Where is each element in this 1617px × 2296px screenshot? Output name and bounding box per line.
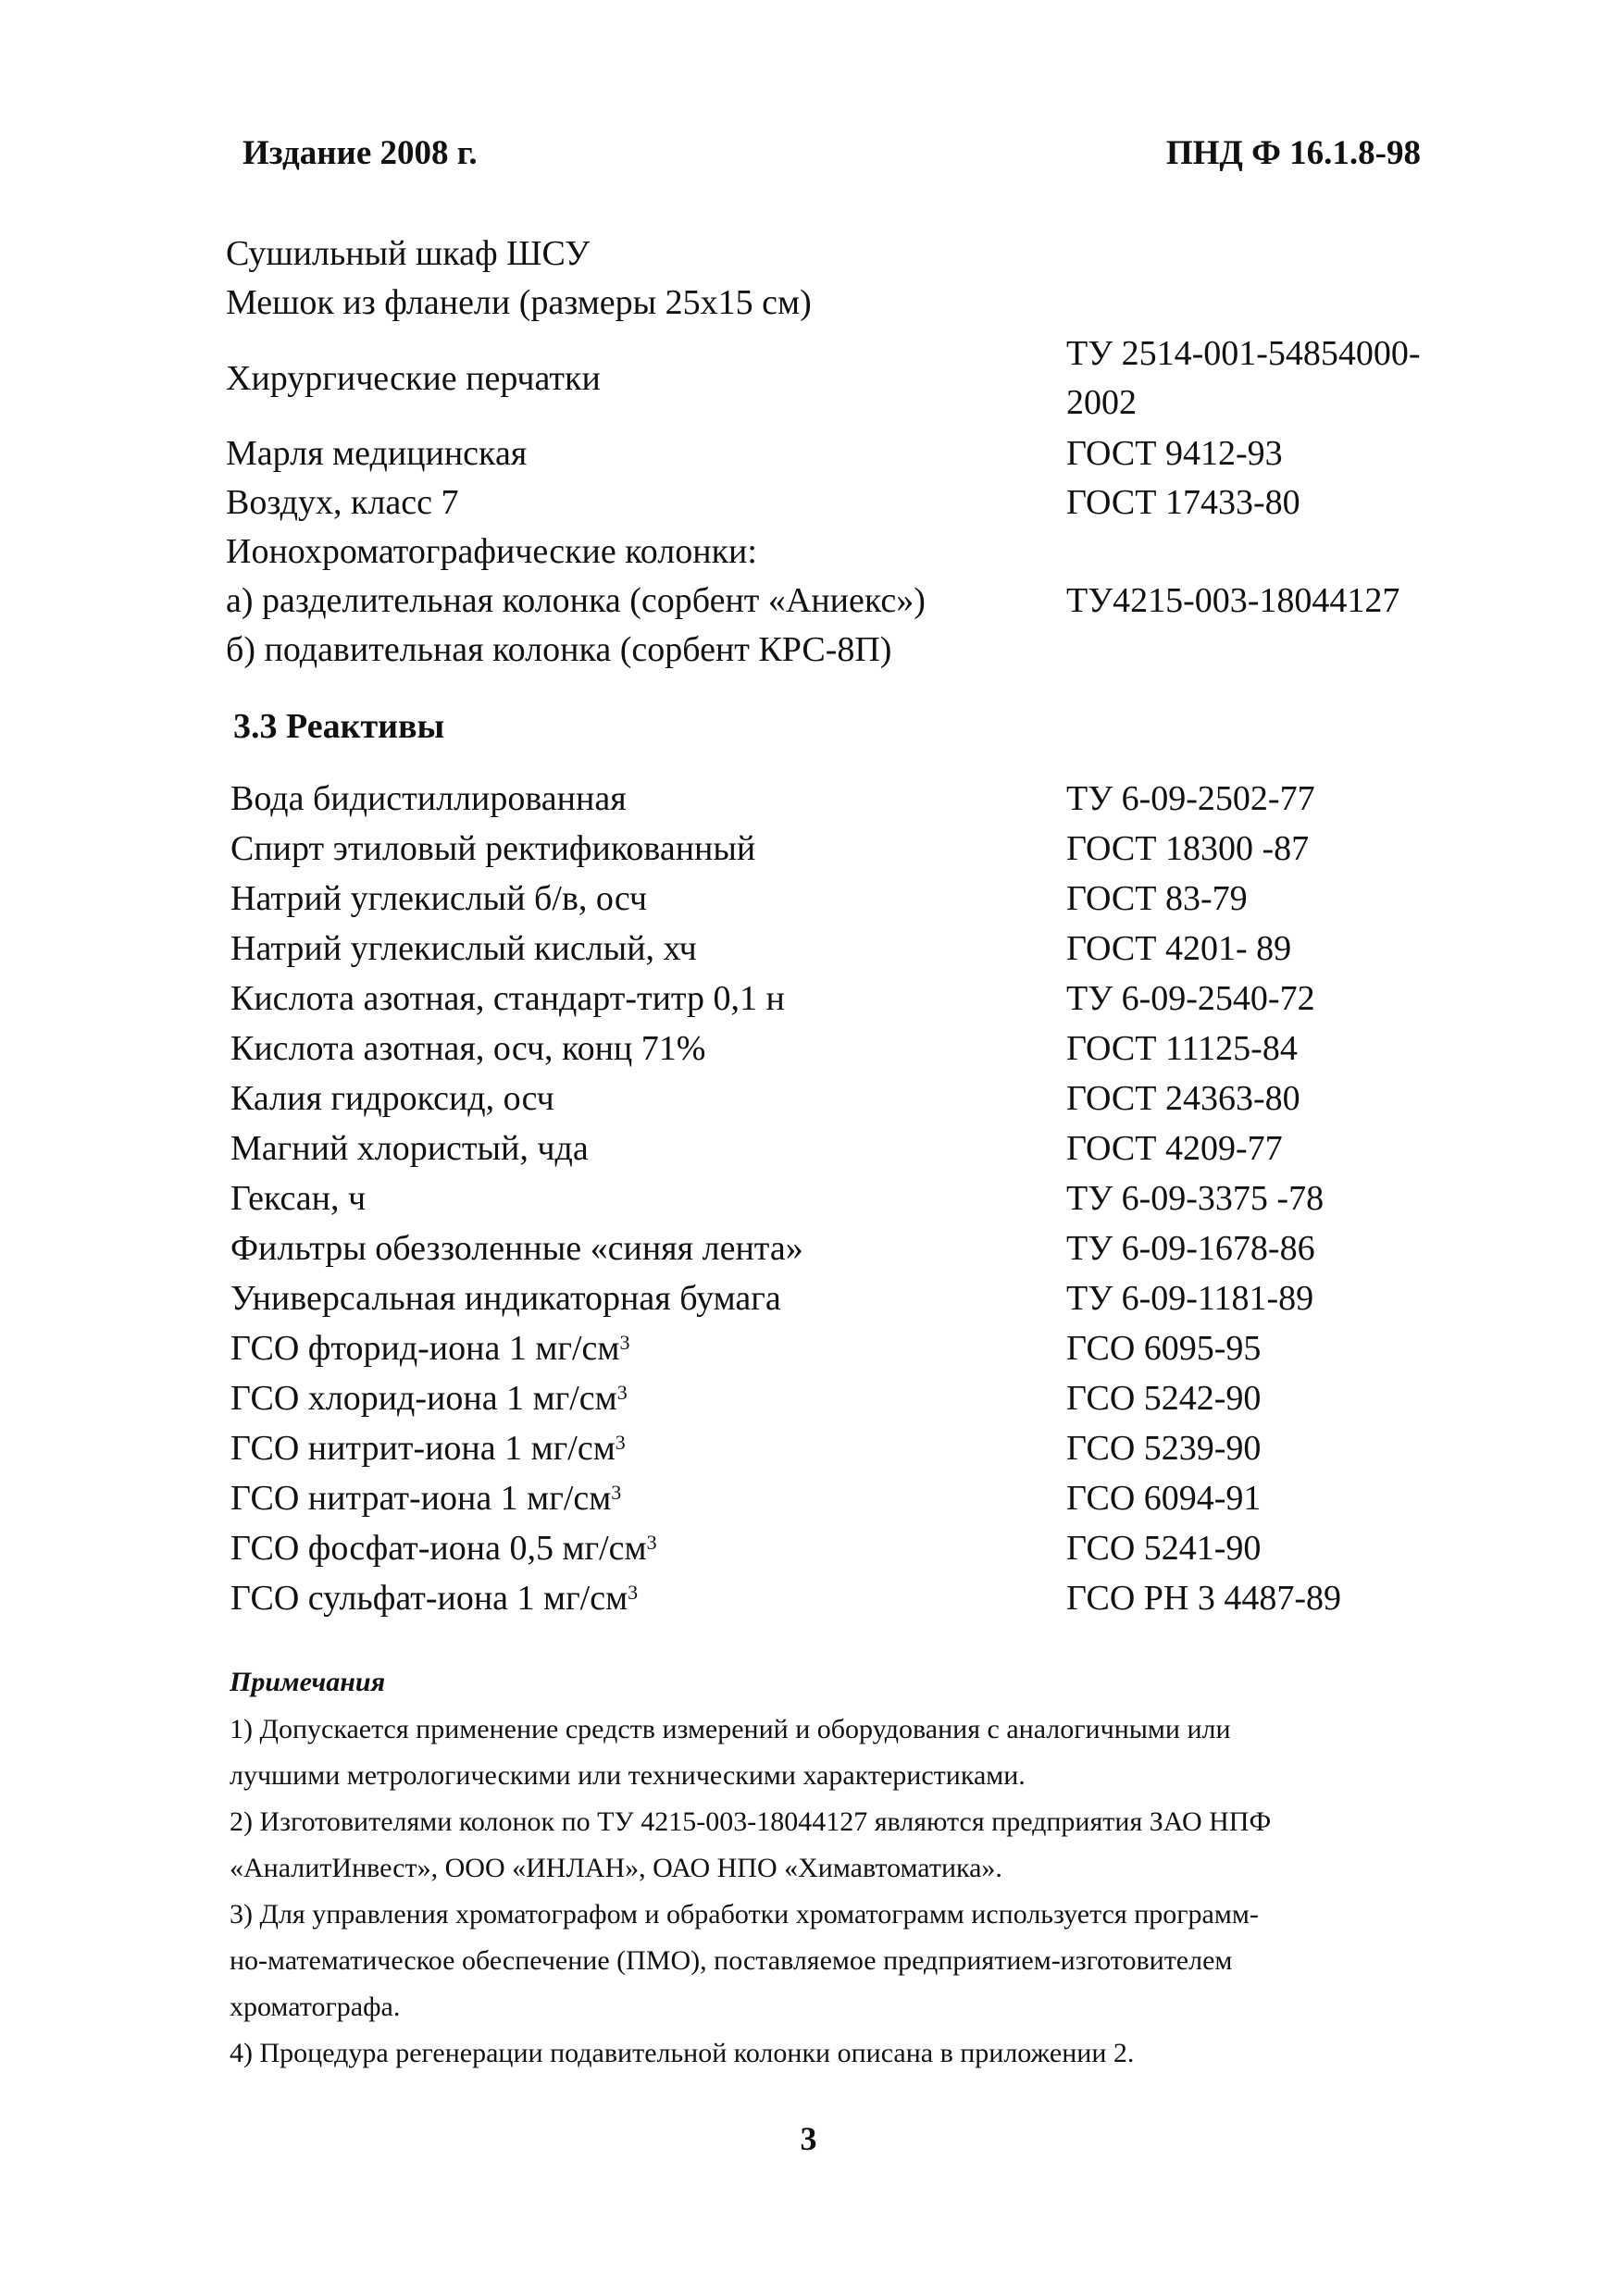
reagent-spec: ГСО РН 3 4487-89 — [1066, 1579, 1341, 1618]
reagent-name: Спирт этиловый ректификованный — [230, 829, 756, 868]
reagent-row — [226, 774, 1429, 824]
reagent-name: Фильтры обеззоленные «синяя лента» — [230, 1229, 803, 1268]
equipment-spec — [1066, 328, 1429, 428]
reagent-name — [226, 1323, 1066, 1373]
note-line: 2) Изготовителями колонок по ТУ 4215-003-18044127 являются предприятия ЗАО НПФ — [230, 1806, 1272, 1837]
reagent-row — [226, 1323, 1429, 1373]
equipment-and-reagents-list — [226, 230, 1429, 1623]
equipment-spec: ГОСТ 17433-80 — [1066, 483, 1300, 522]
notes-section — [230, 1658, 1433, 2077]
page-number: 3 — [800, 2120, 817, 2157]
equipment-name: Марля медицинская — [226, 434, 528, 473]
equipment-name: Хирургические перчатки — [226, 359, 601, 398]
equipment-spec: ГОСТ 9412-93 — [1066, 434, 1283, 473]
reagent-name-text: ГСО сульфат-иона 1 мг/см — [230, 1579, 628, 1618]
note-line: хроматографа. — [230, 1992, 401, 2022]
equipment-name: б) подавительная колонка (сорбент КРС-8П) — [226, 630, 892, 669]
reagent-spec: ГОСТ 24363-80 — [1066, 1079, 1300, 1118]
reagent-name: Вода бидистиллированная — [230, 779, 627, 818]
reagent-name: Универсальная индикаторная бумага — [230, 1279, 781, 1318]
reagent-name: Калия гидроксид, осч — [230, 1079, 554, 1118]
note-line: 3) Для управления хроматографом и обработки хроматограмм используется программ- — [230, 1899, 1259, 1930]
reagent-spec: ТУ 6-09-2540-72 — [1066, 979, 1315, 1018]
reagent-spec: ТУ 6-09-1181-89 — [1066, 1279, 1314, 1318]
reagent-spec: ГСО 5242-90 — [1066, 1379, 1262, 1418]
reagent-spec: ГОСТ 18300 -87 — [1066, 829, 1310, 868]
reagent-name-text: ГСО хлорид-иона 1 мг/см — [230, 1379, 617, 1418]
reagent-name — [226, 1423, 1066, 1473]
note-line: 4) Процедура регенерации подавительной колонки описана в приложении 2. — [230, 2038, 1135, 2068]
note-line: но-математическое обеспечение (ПМО), поставляемое предприятием-изготовителем — [230, 1945, 1233, 1976]
note-line: лучшими метрологическими или техническими характеристиками. — [230, 1760, 1026, 1791]
notes-title: Примечания — [230, 1667, 386, 1697]
reagent-row — [226, 1573, 1429, 1623]
reagent-name-text: ГСО фосфат-иона 0,5 мг/см — [230, 1529, 647, 1568]
reagent-spec: ГОСТ 4209-77 — [1066, 1129, 1283, 1168]
reagents-section-heading: 3.3 Реактивы — [233, 707, 445, 746]
reagent-row — [226, 1473, 1429, 1523]
reagents-list — [226, 774, 1429, 1623]
reagent-name — [226, 1473, 1066, 1523]
reagent-name: Кислота азотная, осч, конц 71% — [230, 1029, 706, 1068]
reagent-name — [226, 1523, 1066, 1573]
reagent-row — [226, 1024, 1429, 1074]
reagent-row — [226, 924, 1429, 974]
equipment-name: Воздух, класс 7 — [226, 483, 459, 522]
equipment-spec-line: 2002 — [1066, 383, 1137, 422]
equipment-name: Сушильный шкаф ШСУ — [226, 234, 591, 273]
superscript: 3 — [619, 1331, 630, 1354]
reagent-row — [226, 1523, 1429, 1573]
reagent-row — [226, 1123, 1429, 1173]
reagent-name: Натрий углекислый кислый, хч — [230, 929, 697, 968]
equipment-row — [226, 577, 1429, 626]
reagent-row — [226, 1373, 1429, 1423]
reagent-name — [226, 1373, 1066, 1423]
reagent-spec: ТУ 6-09-2502-77 — [1066, 779, 1315, 818]
equipment-row — [226, 626, 1429, 675]
reagent-row — [226, 874, 1429, 924]
equipment-row — [226, 328, 1429, 429]
reagent-name: Кислота азотная, стандарт-титр 0,1 н — [230, 979, 785, 1018]
reagent-spec: ГСО 5241-90 — [1066, 1529, 1262, 1568]
reagent-row — [226, 974, 1429, 1024]
reagent-row — [226, 824, 1429, 874]
equipment-spec-line: ТУ 2514-001-54854000- — [1066, 334, 1421, 373]
note-line: «АналитИнвест», ООО «ИНЛАН», ОАО НПО «Химавтоматика». — [230, 1853, 1002, 1883]
reagent-name: Натрий углекислый б/в, осч — [230, 879, 648, 918]
superscript: 3 — [616, 1381, 628, 1404]
document-code: ПНД Ф 16.1.8-98 — [1165, 134, 1421, 172]
reagent-name: Магний хлористый, чда — [230, 1129, 589, 1168]
equipment-row — [226, 527, 1429, 577]
reagent-spec: ТУ 6-09-3375 -78 — [1066, 1179, 1325, 1218]
reagent-row — [226, 1223, 1429, 1273]
reagent-row — [226, 1074, 1429, 1123]
equipment-name: а) разделительная колонка (сорбент «Аниекс») — [226, 581, 926, 620]
reagent-name-text: ГСО нитрит-иона 1 мг/см — [230, 1429, 616, 1468]
equipment-row — [226, 279, 1429, 328]
reagent-name — [226, 1573, 1066, 1623]
reagent-name: Гексан, ч — [230, 1179, 367, 1218]
reagent-row — [226, 1273, 1429, 1323]
reagent-spec: ТУ 6-09-1678-86 — [1066, 1229, 1315, 1268]
superscript: 3 — [628, 1581, 639, 1604]
equipment-name: Мешок из фланели (размеры 25х15 см) — [226, 283, 812, 322]
reagent-spec: ГСО 6095-95 — [1066, 1329, 1262, 1368]
equipment-spec: ТУ4215-003-18044127 — [1066, 581, 1400, 620]
reagent-name-text: ГСО нитрат-иона 1 мг/см — [230, 1479, 612, 1518]
edition-label: Издание 2008 г. — [243, 134, 478, 172]
reagent-row — [226, 1423, 1429, 1473]
equipment-row — [226, 478, 1429, 527]
equipment-row — [226, 230, 1429, 279]
reagent-spec: ГСО 6094-91 — [1066, 1479, 1262, 1518]
superscript: 3 — [646, 1531, 657, 1554]
note-line: 1) Допускается применение средств измерений и оборудования с аналогичными или — [230, 1714, 1231, 1744]
reagent-spec: ГОСТ 83-79 — [1066, 879, 1248, 918]
superscript: 3 — [615, 1431, 626, 1454]
equipment-row — [226, 429, 1429, 478]
superscript: 3 — [611, 1481, 622, 1504]
reagent-spec: ГСО 5239-90 — [1066, 1429, 1262, 1468]
reagent-spec: ГОСТ 4201- 89 — [1066, 929, 1292, 968]
reagent-spec: ГОСТ 11125-84 — [1066, 1029, 1298, 1068]
reagent-name-text: ГСО фторид-иона 1 мг/см — [230, 1329, 620, 1368]
reagent-row — [226, 1173, 1429, 1223]
equipment-name: Ионохроматографические колонки: — [226, 532, 757, 571]
